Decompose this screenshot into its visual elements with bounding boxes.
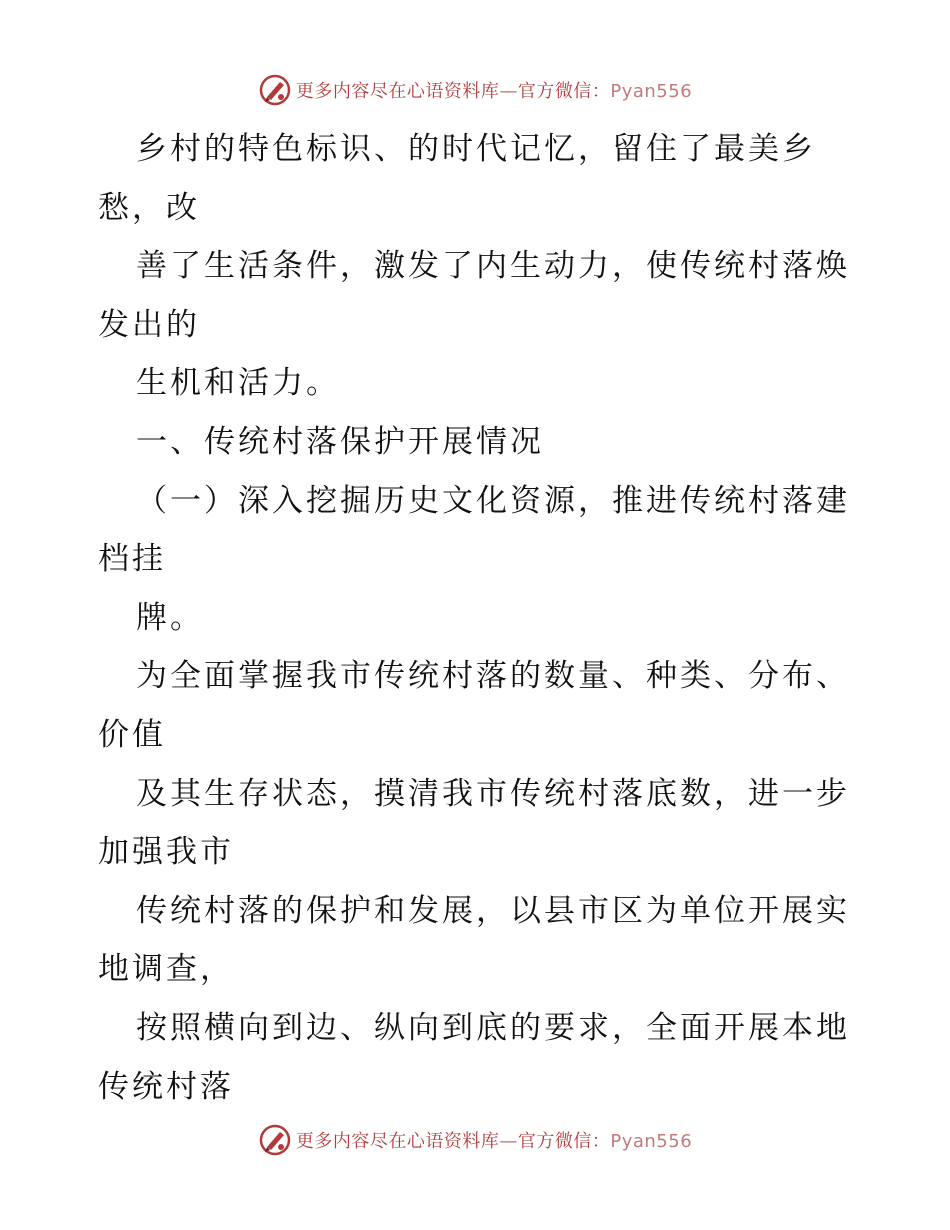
watermark-wechat-id: Pyan556 <box>610 81 693 102</box>
watermark-site-name: 更多内容尽在心语资料库 <box>295 81 500 102</box>
text-line: 按照横向到边、纵向到底的要求，全面开展本地 <box>136 1009 850 1046</box>
watermark-separator: — <box>499 81 518 102</box>
pen-logo-icon <box>258 1123 292 1157</box>
watermark-text <box>296 1127 692 1153</box>
text-line: 愁，改 <box>98 189 200 226</box>
watermark-text <box>296 77 692 103</box>
text-line: 乡村的特色标识、的时代记忆，留住了最美乡 <box>136 131 816 167</box>
footer-watermark <box>0 1120 950 1160</box>
text-line: 传统村落 <box>98 1068 234 1105</box>
text-line: 档挂 <box>98 541 166 578</box>
watermark-group <box>258 1123 692 1157</box>
watermark-separator: — <box>499 1131 518 1152</box>
text-line: 及其生存状态，摸清我市传统村落底数，进一步 <box>136 775 850 812</box>
watermark-wechat-label: 官方微信： <box>517 81 611 102</box>
section-heading: 一、传统村落保护开展情况 <box>136 423 544 460</box>
text-line: 为全面掌握我市传统村落的数量、种类、分布、 <box>136 658 850 695</box>
subsection-heading: （一）深入挖掘历史文化资源，推进传统村落建 <box>136 482 850 519</box>
pen-logo-icon <box>258 73 292 107</box>
text-line: 发出的 <box>98 306 200 343</box>
text-line: 生机和活力。 <box>136 365 340 402</box>
text-line: 传统村落的保护和发展，以县市区为单位开展实 <box>136 892 850 929</box>
watermark-wechat-id: Pyan556 <box>610 1131 693 1152</box>
header-watermark <box>0 70 950 110</box>
document-body <box>98 120 858 1116</box>
watermark-wechat-label: 官方微信： <box>517 1131 611 1152</box>
watermark-site-name: 更多内容尽在心语资料库 <box>295 1131 500 1152</box>
text-line: 善了生活条件，激发了内生动力，使传统村落焕 <box>136 248 850 285</box>
watermark-group <box>258 73 692 107</box>
text-line: 价值 <box>98 716 166 753</box>
text-line: 加强我市 <box>98 834 234 871</box>
text-line: 牌。 <box>136 599 204 636</box>
text-line: 地调查， <box>98 951 234 988</box>
